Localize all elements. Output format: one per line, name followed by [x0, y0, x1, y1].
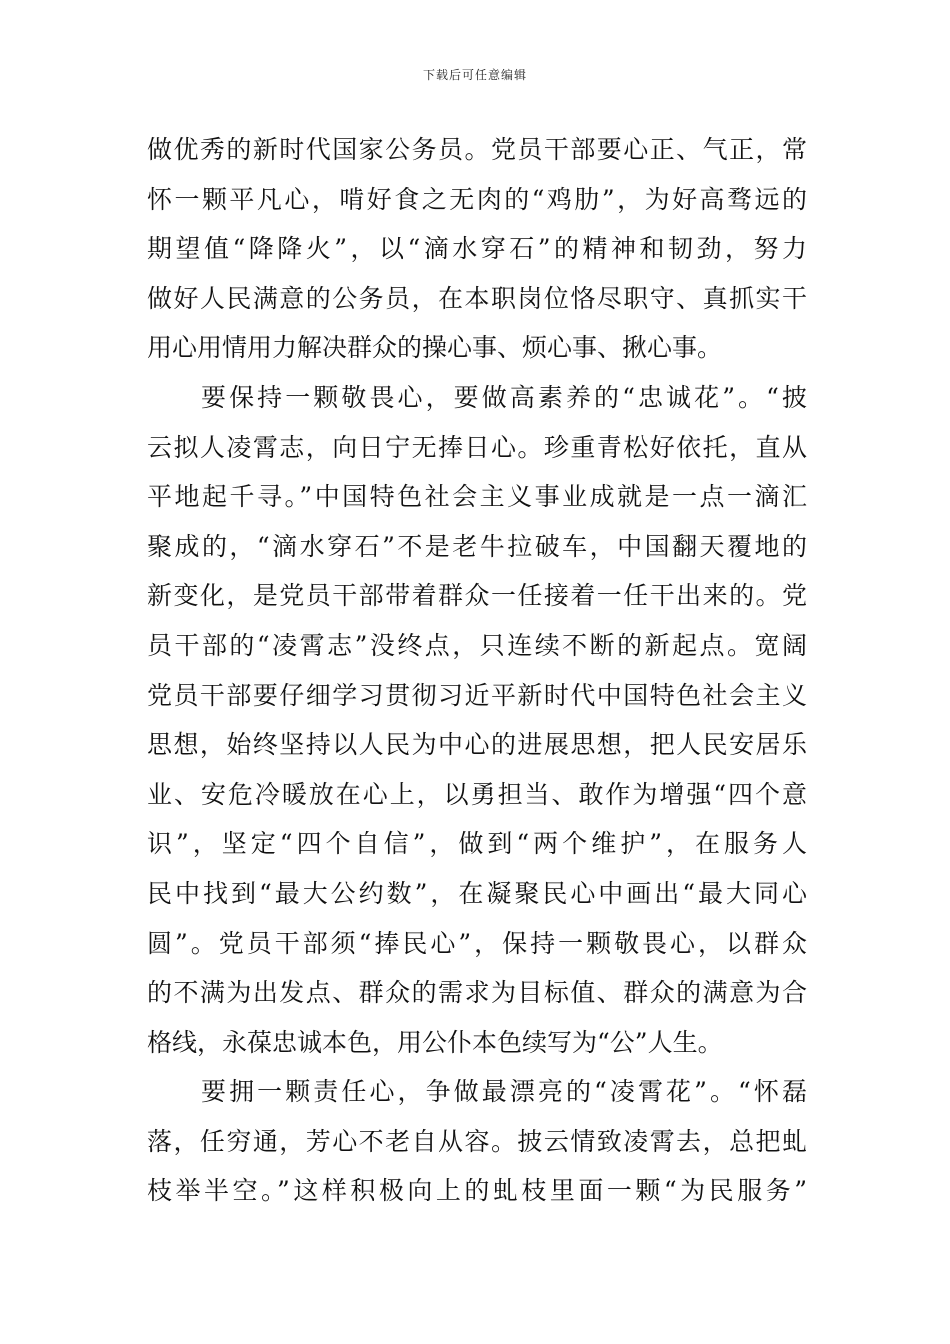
text-line: 业、安危冷暖放在心上，以勇担当、敢作为增强“四个意	[147, 779, 807, 809]
text-line: 用心用情用力解决群众的操心事、烦心事、揪心事。	[147, 333, 723, 363]
document-body	[147, 125, 807, 1216]
text-line: 新变化，是党员干部带着群众一任接着一任干出来的。党	[147, 581, 807, 611]
text-line: 做好人民满意的公务员，在本职岗位恪尽职守、真抓实干	[147, 283, 807, 313]
text-line: 枝举半空。”这样积极向上的虬枝里面一颗“为民服务”	[147, 1176, 807, 1206]
text-line: 聚成的，“滴水穿石”不是老牛拉破车，中国翻天覆地的	[147, 531, 807, 561]
text-line: 的不满为出发点、群众的需求为目标值、群众的满意为合	[147, 978, 807, 1008]
text-line: 期望值“降降火”，以“滴水穿石”的精神和韧劲，努力	[147, 234, 807, 264]
text-line: 要拥一颗责任心，争做最漂亮的“凌霄花”。“怀磊	[201, 1077, 807, 1107]
text-line: 云拟人凌霄志，向日宁无捧日心。珍重青松好依托，直从	[147, 432, 807, 462]
text-line: 要保持一颗敬畏心，要做高素养的“忠诚花”。“披	[201, 382, 807, 412]
text-line: 员干部的“凌霄志”没终点，只连续不断的新起点。宽阔	[147, 630, 807, 660]
text-line: 格线，永葆忠诚本色，用公仆本色续写为“公”人生。	[147, 1027, 723, 1057]
text-line: 做优秀的新时代国家公务员。党员干部要心正、气正，常	[147, 135, 807, 164]
text-line: 怀一颗平凡心，啃好食之无肉的“鸡肋”，为好高骛远的	[147, 184, 807, 214]
page-header: 下载后可任意编辑	[422, 68, 527, 82]
text-line: 思想，始终坚持以人民为中心的进展思想，把人民安居乐	[147, 730, 807, 760]
text-line: 民中找到“最大公约数”，在凝聚民心中画出“最大同心	[147, 878, 807, 908]
text-line: 落，任穷通，芳心不老自从容。披云情致凌霄去，总把虬	[147, 1126, 807, 1156]
text-line: 识”，坚定“四个自信”，做到“两个维护”，在服务人	[147, 829, 807, 859]
text-line: 党员干部要仔细学习贯彻习近平新时代中国特色社会主义	[147, 680, 807, 710]
text-line: 平地起千寻。”中国特色社会主义事业成就是一点一滴汇	[147, 482, 807, 512]
text-line: 圆”。党员干部须“捧民心”，保持一颗敬畏心，以群众	[147, 928, 807, 958]
